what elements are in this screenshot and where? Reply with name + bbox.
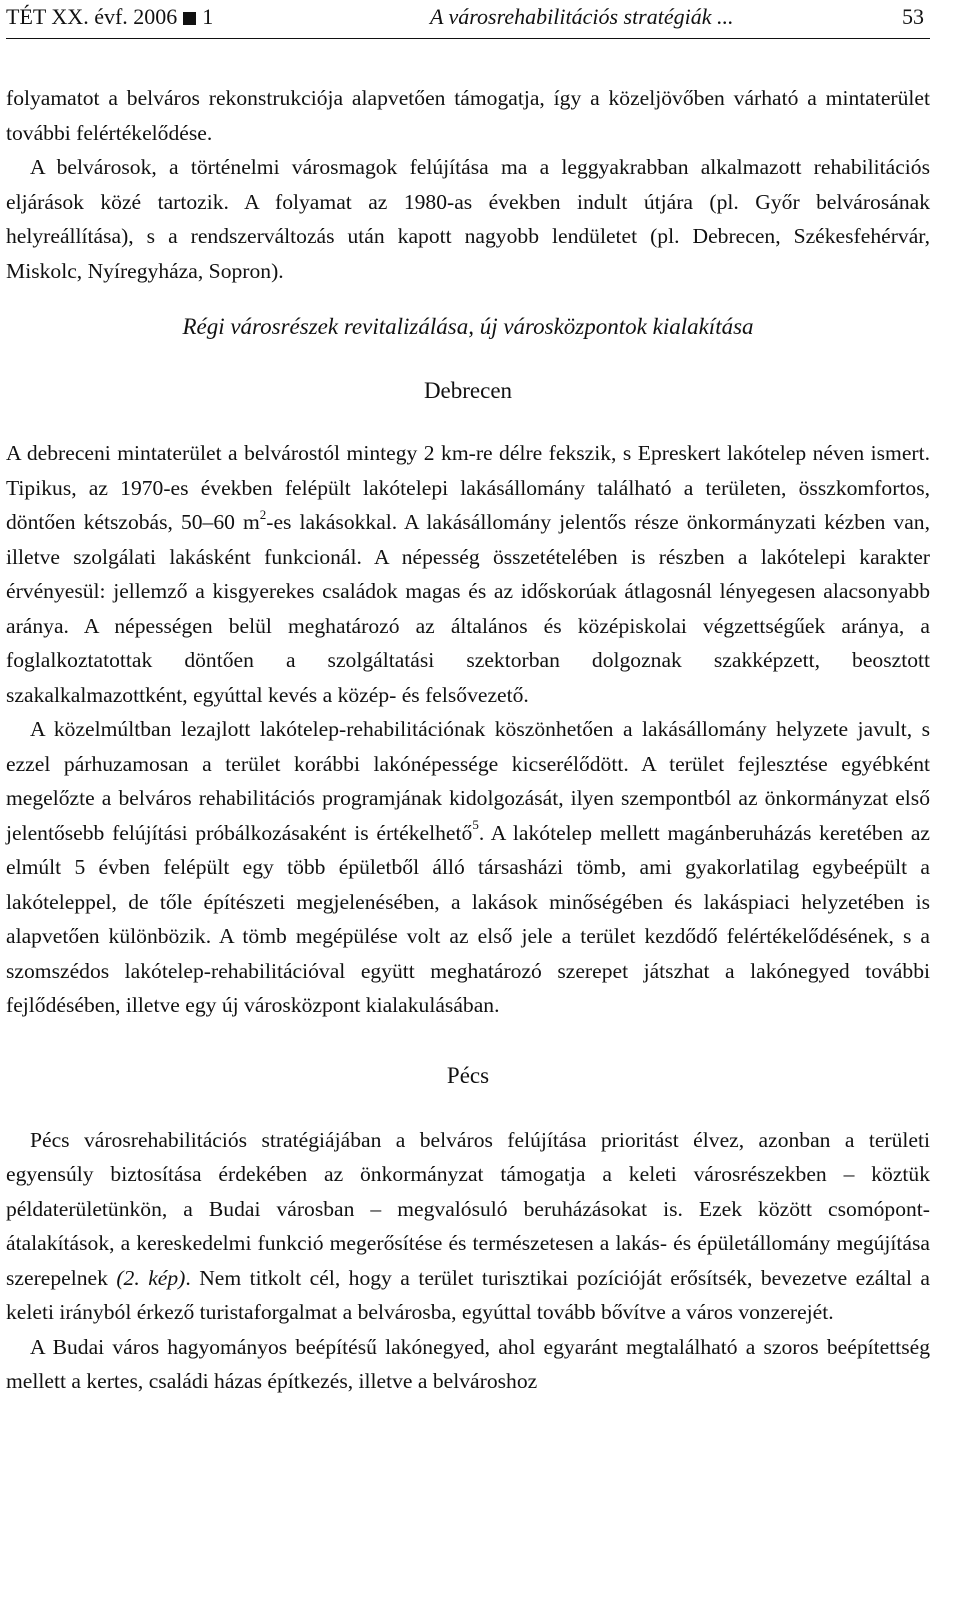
debrecen-paragraph-2: A közelmúltban lezajlott lakótelep-rehabilitációnak köszönhetően a lakásállomány helyzete javult, s ezzel párhuzamosan a terület korábbi lakónépessége kicserélődött. A terület fejlesztése egyébként megelőzte a belváros rehabilitációs programjának kidolgozását, ilyen szempontból az önkormányzat első jelentősebb felújítási próbálkozásaként is értékelhető$^5$. A lakótelep mellett magánberuházás keretében az elmúlt 5 évben felépült egy több épületből álló társasházi tömb, ami gyakorlatilag egybeépült a lakóteleppel, de tőle építészeti megjelenésében, a lakások minőségében és lakáspiaci helyzetében is alapvetően különbözik. A tömb megépülése volt az első jele a terület kezdődő felértékelődésének, s a szomszédos lakótelep-rehabilitációval együtt meghatározó szerepet játszhat a lakónegyed további fejlődésében, illetve egy új városközpont kialakulásában. <box>6 717 930 1017</box>
footnote-ref-5[interactable]: 5 <box>472 817 479 833</box>
section-heading: Régi városrészek revitalizálása, új városközpontok kialakítása <box>182 314 754 339</box>
debrecen-paragraph-1: A debreceni mintaterület a belvárostól mintegy 2 km-re délre fekszik, s Epreskert lakótelep néven ismert. Tipikus, az 1970-es években felépült lakótelepi lakásállomány található a területen, összkomfortos, döntően kétszobás, 50–60 $m^2-es$ lakásokkal. A lakásállomány jelentős része önkormányzati kézben van, illetve szolgálati lakásként funkcionál. A népesség összetételében is részben a lakótelepi karakter érvényesül: jellemző a kisgyerekes családok magas és az időskorúak átlagosnál lényegesen alacsonyabb aránya. A népességen belül meghatározó az általános és középiskolai végzettségűek aránya, a foglalkoztatottak döntően a szolgáltatási szektorban dolgoznak szakképzett, beosztott szakalkalmazottként, egyúttal kevés a közép- és felsővezető. <box>6 441 930 707</box>
running-title: A városrehabilitációs stratégiák ... <box>430 4 734 29</box>
pecs-heading: Pécs <box>446 1062 490 1088</box>
figure-reference[interactable]: (2. kép) <box>116 1265 186 1290</box>
superscript-2: 2 <box>259 506 267 522</box>
intro-paragraph-1: folyamatot a belváros rekonstrukciója alapvetően támogatja, így a közeljövőben várható a mintaterület további felértékelődése. <box>6 86 930 145</box>
pecs-paragraph-1: Pécs városrehabilitációs stratégiájában a belváros felújítása prioritást élvez, azonban a területi egyensúly biztosítása érdekében az önkormányzat támogatja a keleti városrészekben – köztük példaterületünkön, a Budai városban – megvalósuló beruházásokat is. Ezek között csomópont-átalakítások, a kereskedelmi funkció megerősítése és természetesen a lakás- és épületállomány megújítása szerepelnek (2. kép). Nem titkolt cél, hogy a terület turisztikai pozícióját erősítsék, bevezetve ezáltal a keleti irányból érkező turistaforgalmat a belvárosba, egyúttal tovább bővítve a város vonzerejét. <box>6 1127 931 1324</box>
square-bullet-icon <box>183 12 196 25</box>
page-number: 53 <box>902 4 924 29</box>
journal-reference: TÉT XX. évf. 2006 1 <box>6 4 214 29</box>
intro-paragraph-2: A belvárosok, a történelmi városmagok felújítása ma a leggyakrabban alkalmazott rehabilitációs eljárások közé tartozik. A folyamat az 1980-as években indult útjára (pl. Győr belvárosának helyreállítása), s a rendszerváltozás után kapott nagyobb lendületet (pl. Debrecen, Székesfehérvár, Miskolc, Nyíregyháza, Sopron). <box>6 155 930 283</box>
page <box>6 0 930 1399</box>
running-header <box>6 0 930 39</box>
pecs-paragraph-2: A Budai város hagyományos beépítésű lakónegyed, ahol egyaránt megtalálható a szoros beépítettség mellett a kertes, családi házas építkezés, illetve a belvároshoz <box>6 1334 930 1393</box>
debrecen-heading: Debrecen <box>423 378 513 403</box>
